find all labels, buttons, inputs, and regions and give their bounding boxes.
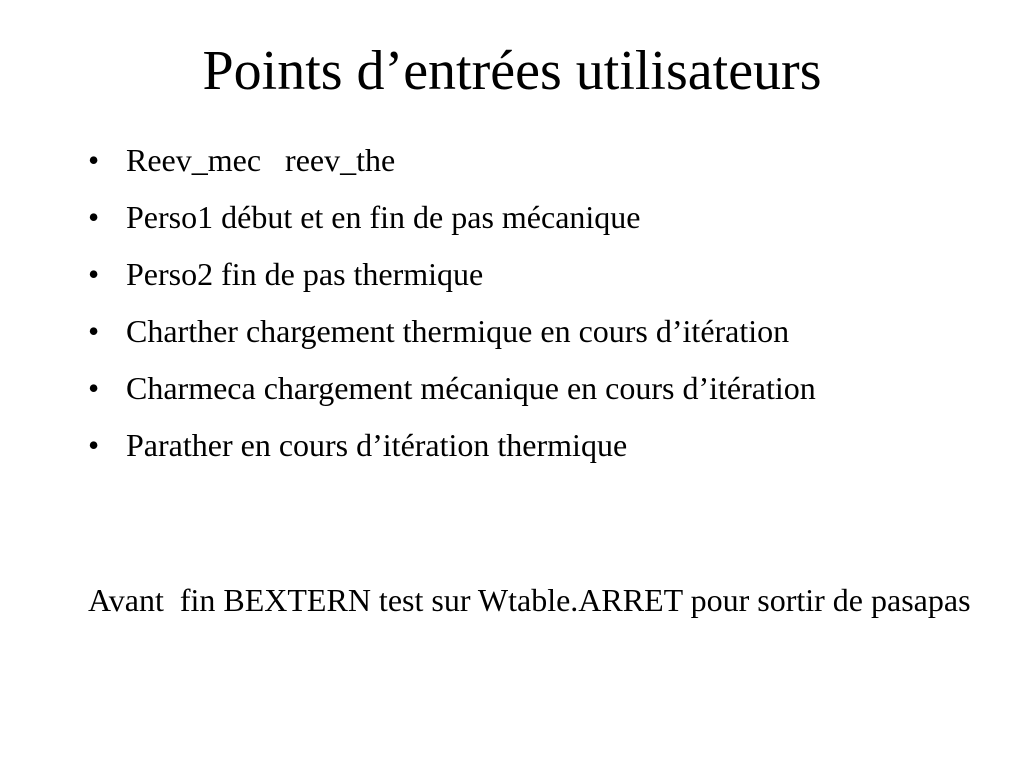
slide-title: Points d’entrées utilisateurs bbox=[202, 40, 822, 102]
tail-paragraph: Avant fin BEXTERN test sur Wtable.ARRET pour sortir de pasapas bbox=[88, 582, 971, 618]
list-item bbox=[88, 252, 968, 297]
bullet-text: Reev_mec reev_the bbox=[126, 142, 396, 178]
bullet-dot-icon: • bbox=[88, 256, 100, 292]
list-item bbox=[88, 366, 968, 411]
bullet-dot-icon: • bbox=[88, 313, 100, 349]
list-item bbox=[88, 195, 968, 240]
bullet-text: Parather en cours d’itération thermique bbox=[126, 427, 628, 463]
bullet-dot-icon: • bbox=[88, 370, 100, 406]
list-item bbox=[88, 423, 968, 468]
bullet-text: Charther chargement thermique en cours d’itération bbox=[126, 313, 790, 349]
bullet-dot-icon: • bbox=[88, 427, 100, 463]
bullet-text: Charmeca chargement mécanique en cours d’itération bbox=[126, 370, 816, 406]
list-item bbox=[88, 138, 968, 183]
bullet-list bbox=[88, 138, 968, 480]
bullet-text: Perso1 début et en fin de pas mécanique bbox=[126, 199, 641, 235]
bullet-dot-icon: • bbox=[88, 142, 100, 178]
bullet-dot-icon: • bbox=[88, 199, 100, 235]
bullet-text: Perso2 fin de pas thermique bbox=[126, 256, 484, 292]
list-item bbox=[88, 309, 968, 354]
